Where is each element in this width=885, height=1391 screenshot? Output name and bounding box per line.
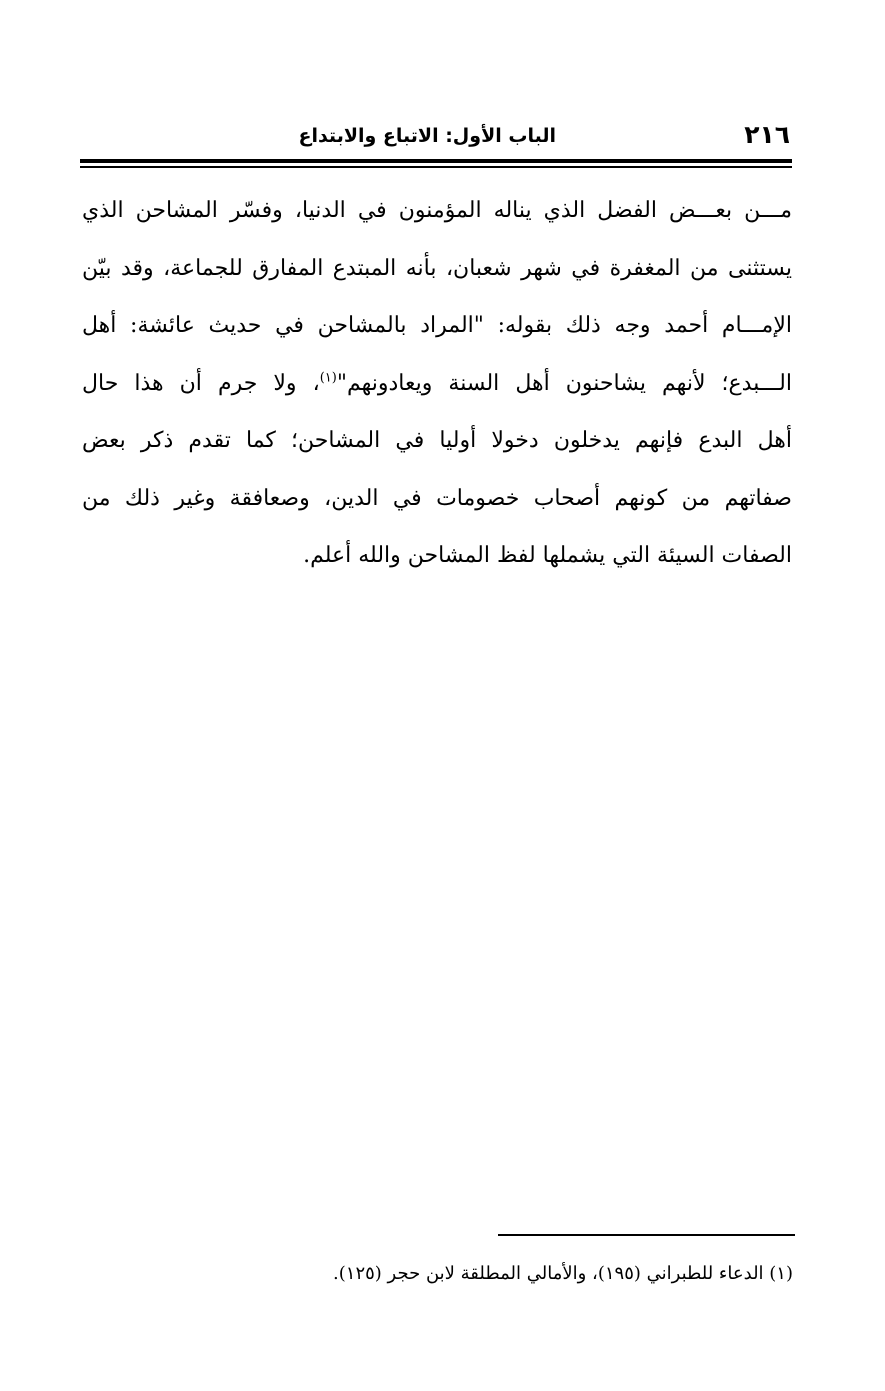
footnote-ref[interactable]: (١) [319,370,337,386]
body-line-4-text: الـــبدع؛ لأنهم يشاحنون أهل السنة ويعادونهم" [336,370,792,396]
footnote-1: (١) الدعاء للطبراني (١٩٥)، والأمالي المطلقة لابن حجر (١٢٥). [333,1263,793,1284]
body-line-4-continuation: ، ولا جرم أن هذا حال [82,370,320,396]
header-rule-thin [80,166,792,168]
body-line-1: مـــن بعـــض الفضل الذي يناله المؤمنون في الدنيا، وفسّر المشاحن الذي [82,198,792,223]
footnote-separator [498,1234,795,1236]
body-line-3: الإمـــام أحمد وجه ذلك بقوله: "المراد بالمشاحن في حديث عائشة: أهل [82,313,792,338]
body-text [82,185,792,588]
body-line-2: يستثنى من المغفرة في شهر شعبان، بأنه المبتدع المفارق للجماعة، وقد بيّن [82,255,792,281]
body-line-7: الصفات السيئة التي يشملها لفظ المشاحن والله أعلم. [303,543,792,568]
page-header [80,118,792,156]
body-line-5: أهل البدع فإنهم يدخلون دخولا أوليا في المشاحن؛ كما تقدم ذكر بعض [82,428,792,453]
body-line-6: صفاتهم من كونهم أصحاب خصومات في الدين، وصعافقة وغير ذلك من [82,485,792,511]
page-number: ٢١٦ [744,120,790,149]
body-line-4 [82,358,792,416]
header-rule-thick [80,159,792,163]
running-title: الباب الأول: الاتباع والابتداع [298,125,556,147]
